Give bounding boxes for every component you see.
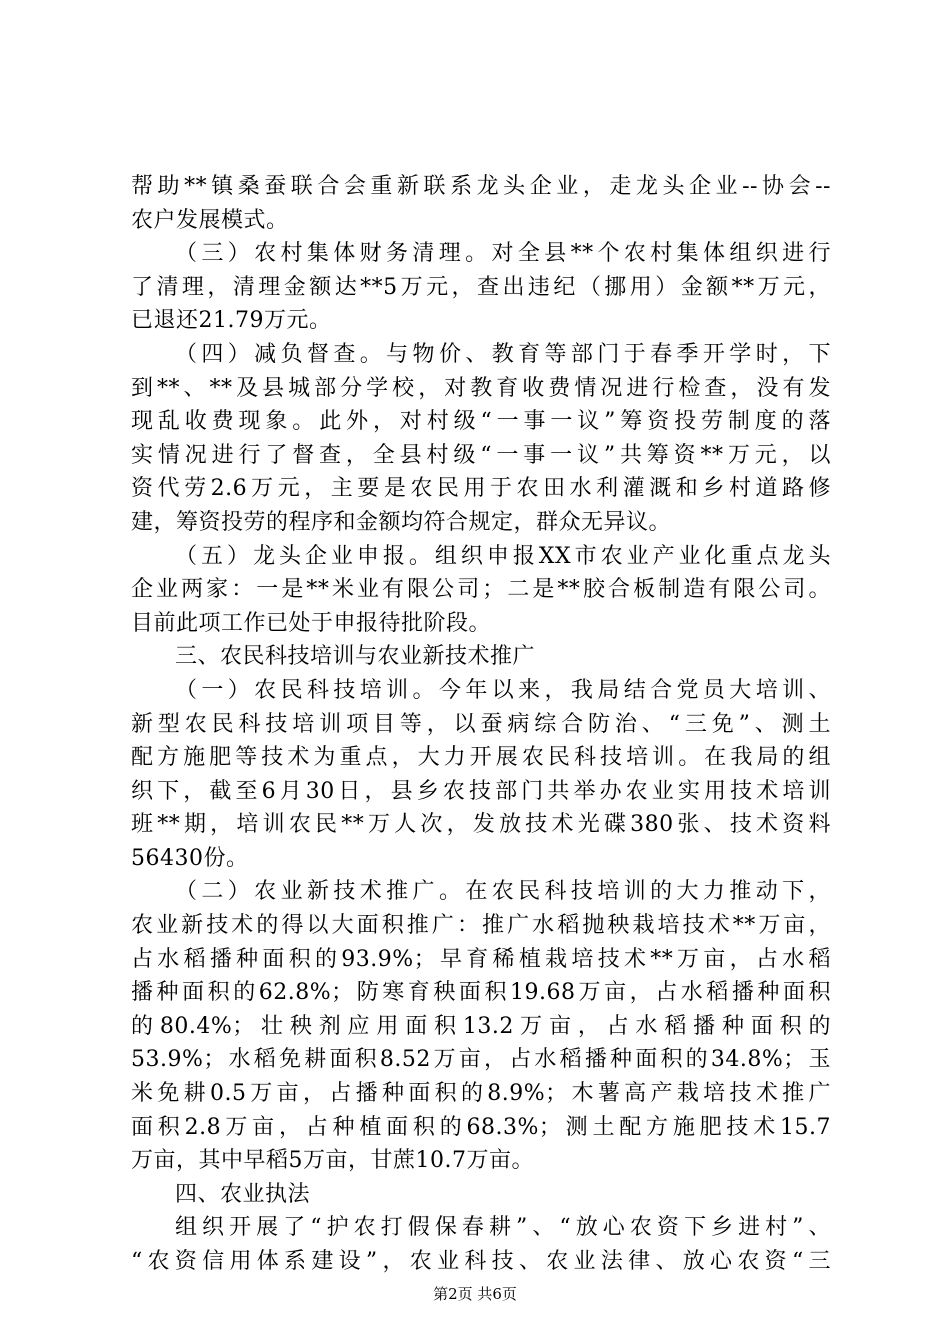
text-line: 农户发展模式。: [131, 207, 289, 233]
text-line: 了清理，清理金额达**5万元，查出违纪（挪用）金额**万元，: [131, 274, 831, 300]
text-line: 资代劳2.6万元，主要是农民用于农田水利灌溉和乡村道路修: [131, 476, 831, 502]
text-line: 企业两家：一是**米业有限公司；二是**胶合板制造有限公司。: [131, 577, 831, 603]
text-line: 现乱收费现象。此外，对村级“一事一议”筹资投劳制度的落: [131, 409, 831, 435]
document-body: [131, 170, 831, 1279]
text-line: “农资信用体系建设”，农业科技、农业法律、放心农资“三: [131, 1249, 831, 1274]
text-line: 三、农民科技培训与农业新技术推广: [175, 644, 536, 670]
text-line: 帮助**镇桑蚕联合会重新联系龙头企业，走龙头企业--协会--: [131, 174, 831, 199]
text-line: 到**、**及县城部分学校，对教育收费情况进行检查，没有发: [131, 375, 831, 401]
text-line: 的80.4%；壮秧剂应用面积13.2万亩，占水稻播种面积的: [131, 1013, 831, 1039]
text-line: 实情况进行了督查，全县村级“一事一议”共筹资**万元，以: [131, 442, 831, 468]
page-footer: 第2页 共6页: [433, 1285, 517, 1303]
text-line: 已退还21.79万元。: [131, 308, 332, 334]
text-line: 配方施肥等技术为重点，大力开展农民科技培训。在我局的组: [131, 745, 831, 771]
text-line: 播种面积的62.8%；防寒育秧面积19.68万亩，占水稻播种面积: [131, 980, 831, 1006]
text-line: 织下，截至6月30日，县乡农技部门共举办农业实用技术培训: [131, 778, 831, 804]
text-line: 56430份。: [131, 845, 249, 871]
text-line: 新型农民科技培训项目等，以蚕病综合防治、“三免”、测土: [131, 711, 831, 737]
text-line: 目前此项工作已处于申报待批阶段。: [131, 610, 492, 636]
text-line: 米免耕0.5万亩，占播种面积的8.9%；木薯高产栽培技术推广: [131, 1081, 831, 1107]
text-line: （二）农业新技术推广。在农民科技培训的大力推动下，: [175, 879, 831, 905]
text-line: （四）减负督查。与物价、教育等部门于春季开学时，下: [175, 341, 831, 367]
text-line: 53.9%；水稻免耕面积8.52万亩，占水稻播种面积的34.8%；玉: [131, 1047, 831, 1073]
text-line: 四、农业执法: [175, 1181, 311, 1207]
text-line: 组织开展了“护农打假保春耕”、“放心农资下乡进村”、: [175, 1215, 831, 1241]
text-line: （五）龙头企业申报。组织申报XX市农业产业化重点龙头: [175, 543, 831, 569]
text-line: 占水稻播种面积的93.9%；早育稀植栽培技术**万亩，占水稻: [131, 946, 831, 972]
text-line: 面积2.8万亩，占种植面积的68.3%；测土配方施肥技术15.7: [131, 1114, 831, 1140]
text-line: 农业新技术的得以大面积推广：推广水稻抛秧栽培技术**万亩，: [131, 913, 831, 939]
text-line: 万亩，其中早稻5万亩，甘蔗10.7万亩。: [131, 1148, 534, 1174]
text-line: 建，筹资投劳的程序和金额均符合规定，群众无异议。: [131, 509, 672, 535]
text-line: （一）农民科技培训。今年以来，我局结合党员大培训、: [175, 677, 831, 703]
text-line: 班**期，培训农民**万人次，发放技术光碟380张、技术资料: [131, 812, 831, 838]
text-line: （三）农村集体财务清理。对全县**个农村集体组织进行: [175, 241, 831, 267]
